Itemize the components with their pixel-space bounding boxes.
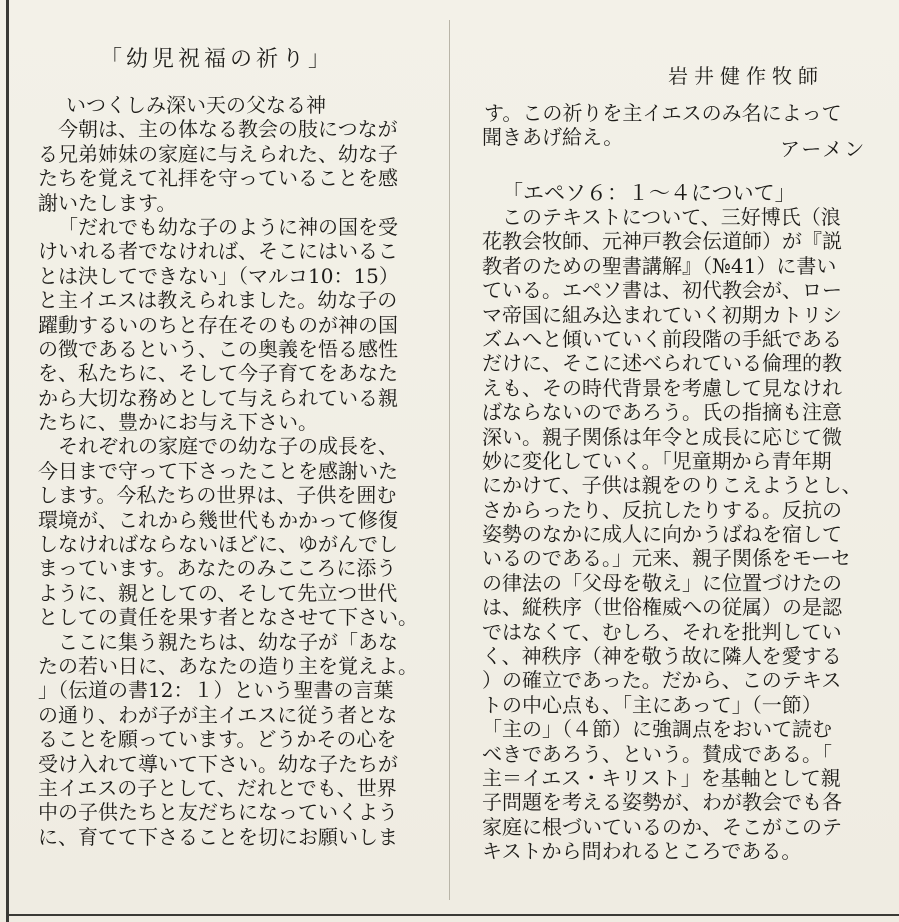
text-line: 妙に変化していく。「児童期から青年期 (482, 448, 832, 473)
text-line: ばならないのであろう。氏の指摘も注意 (482, 400, 842, 425)
text-line: キストから問われるところである。 (482, 839, 802, 864)
text-line: 環境が、これから幾世代もかかって修復 (38, 507, 398, 532)
text-line: 謝いたします。 (38, 190, 177, 215)
text-line: ることを願っています。どうかその心を (38, 727, 397, 752)
text-line: べきであろう、という。賛成である。「 (482, 741, 832, 766)
text-line: ）の確立であった。だから、このテキス (482, 668, 842, 693)
column-divider (449, 20, 450, 900)
text-line: けいれる者でなければ、そこにはいるこ (38, 239, 398, 264)
text-line: の律法の「父母を敬え」に位置づけたの (482, 570, 842, 595)
text-line: トの中心点も、「主にあって」（一節） (482, 692, 822, 717)
text-line: す。この祈りを主イエスのみ名によって (484, 101, 842, 125)
text-line: まっています。あなたのみこころに添う (38, 556, 397, 581)
text-line: にかけて、子供は親をのりこえようとし、 (482, 473, 862, 498)
text-line: 深い。親子関係は年令と成長に応じて微 (482, 424, 842, 449)
author-name: 岩井健作牧師 (668, 64, 824, 88)
text-line: しなければならないほどに、ゆがんでし (38, 532, 398, 557)
text-line: えも、その時代背景を考慮して見なけれ (482, 375, 842, 400)
text-line: ように、親としての、そして先立つ世代 (38, 580, 398, 605)
text-line: たちに、豊かにお与え下さい。 (38, 410, 318, 435)
text-line: く、神秩序（神を敬う故に隣人を愛する (482, 644, 842, 669)
left-article-title: 「幼児祝福の祈り」 (100, 47, 335, 72)
text-line: を、私たちに、そして今子育てをあなた (38, 361, 398, 386)
text-line: ここに集う親たちは、幼な子が「あな (58, 629, 398, 654)
text-line: さからったり、反抗したりする。反抗の (482, 497, 842, 522)
text-line: いるのである。」元来、親子関係をモーセ (482, 546, 851, 571)
text-line: 主＝イエス・キリスト」を基軸として親 (482, 765, 841, 790)
text-line: 「主の」（４節）に強調点をおいて読む (482, 717, 832, 742)
right-article-subtitle: 「エペソ６：１〜４について」 (502, 181, 796, 205)
text-line: は、縦秩序（世俗権威への従属）の是認 (482, 595, 842, 620)
text-line: します。今私たちの世界は、子供を囲む (38, 483, 397, 508)
text-line: 家庭に根づいているのか、そこがこのテ (482, 814, 842, 839)
text-line: 教者のための聖書講解』（№41）に書い (482, 253, 837, 278)
text-line: 主イエスの子として、だれとでも、世界 (38, 775, 397, 800)
text-line: 姿勢のなかに成人に向かうばねを宿して (482, 522, 842, 547)
text-line: とは決してできない」（マルコ10：15） (38, 263, 399, 288)
text-line: 受け入れて導いて下さい。幼な子たちが (38, 751, 398, 776)
text-line: 今朝は、主の体なる教会の肢につなが (58, 117, 398, 142)
text-line: ズムへと傾いていく前段階の手紙である (482, 326, 842, 351)
text-line: 躍動するいのちと存在そのものが神の国 (38, 312, 398, 337)
text-line: ではなくて、むしろ、それを批判してい (482, 619, 842, 644)
text-line: いつくしみ深い天の父なる神 (66, 93, 326, 117)
text-line: 「だれでも幼な子のように神の国を受 (58, 214, 398, 239)
amen-text: アーメン (780, 137, 867, 161)
text-line: たの若い日に、あなたの造り主を覚えよ。 (38, 653, 418, 678)
text-line: 」（伝道の書12：１）という聖書の言葉 (38, 678, 394, 703)
text-line: それぞれの家庭での幼な子の成長を、 (58, 434, 398, 459)
text-line: マ帝国に組み込まれていく初期カトリシ (482, 302, 842, 327)
text-line: 中の子供たちと友だちになっていくよう (38, 800, 398, 825)
text-line: 子問題を考える姿勢が、わが教会でも各 (482, 790, 842, 815)
text-line: る兄弟姉妹の家庭に与えられた、幼な子 (38, 141, 398, 166)
right-article-body (470, 205, 862, 864)
text-line: たちを覚えて礼拝を守っていることを感 (38, 166, 398, 191)
text-line: このテキストについて、三好博氏（浪 (502, 205, 841, 229)
text-line: に、育てて下さることを切にお願いしま (38, 824, 398, 849)
page-border-left (6, 0, 9, 922)
page-border-bottom (6, 914, 899, 916)
text-line: の通り、わが子が主イエスに従う者とな (38, 702, 398, 727)
text-line: 花教会牧師、元神戸教会伝道師）が『説 (482, 229, 842, 254)
text-line: 今日まで守って下さったことを感謝いた (38, 458, 398, 483)
left-article-body (38, 93, 418, 849)
text-line: の徴であるという、この奥義を悟る感性 (38, 336, 398, 361)
text-line: としての責任を果す者となさせて下さい。 (38, 605, 418, 630)
text-line: だけに、そこに述べられている倫理的教 (482, 351, 842, 376)
text-line: ている。エペソ書は、初代教会が、ロー (482, 278, 842, 303)
text-line: 聞きあげ給え。 (482, 125, 624, 150)
text-line: から大切な務めとして与えられている親 (38, 385, 398, 410)
text-line: と主イエスは教えられました。幼な子の (38, 288, 398, 313)
